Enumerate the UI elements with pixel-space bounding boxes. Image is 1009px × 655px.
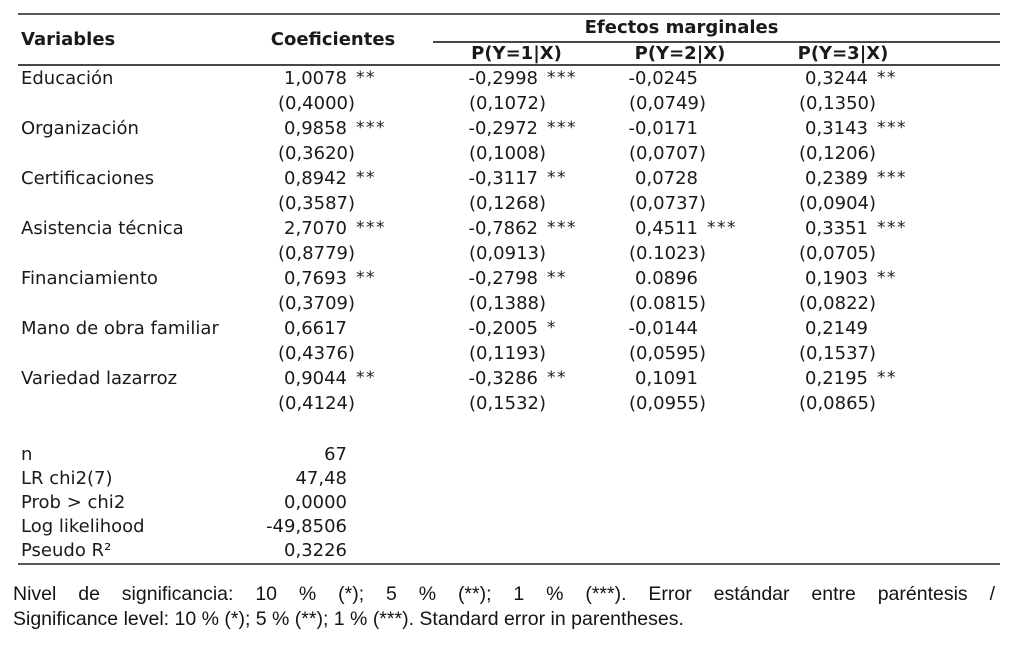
- p3-se: (0,1537): [798, 343, 877, 364]
- stat-row: [18, 467, 1000, 491]
- p1-sig: ***: [547, 218, 578, 238]
- stat-label: Log likelihood: [21, 516, 145, 537]
- spacer-row: [18, 416, 1000, 443]
- coef-value: 0,6617: [284, 318, 347, 339]
- table-row: [18, 366, 1000, 391]
- p3-sig: ***: [877, 218, 908, 238]
- p2-se: (0,0595): [628, 343, 707, 364]
- p2-value: -0,0245: [628, 68, 699, 89]
- table-row-se: [18, 91, 1000, 116]
- p2-sig: [698, 266, 760, 291]
- p2-value: 0.0896: [635, 268, 699, 289]
- coef-se: (0,8779): [277, 243, 355, 264]
- p3-se: (0,0904): [798, 193, 877, 214]
- coef-sig: **: [356, 168, 376, 188]
- coef-value: 0,8942: [284, 168, 347, 189]
- table-row: [18, 116, 1000, 141]
- coef-value: 2,7070: [284, 218, 347, 239]
- coef-se: (0,4124): [277, 393, 355, 414]
- p1-sig: **: [547, 268, 568, 288]
- table-row-se: [18, 341, 1000, 366]
- p2-sig: [698, 366, 760, 391]
- stat-label: Pseudo R²: [18, 539, 233, 564]
- p1-value: -0,2005: [468, 318, 539, 339]
- coef-se: (0,3620): [277, 143, 355, 164]
- p3-value: 0,1903: [805, 268, 869, 289]
- stat-row: [18, 539, 1000, 564]
- p2-se: (0,0955): [628, 393, 707, 414]
- variable-label: Organización: [21, 118, 139, 139]
- coef-value: 1,0078: [284, 68, 347, 89]
- p2-value: 0,4511: [635, 218, 699, 239]
- stat-label: Prob > chi2: [21, 492, 126, 513]
- column-header-p1: P(Y=1|X): [433, 42, 600, 65]
- coef-sig: **: [356, 368, 376, 388]
- coef-se: (0,3587): [277, 193, 355, 214]
- p2-sig: [698, 65, 760, 91]
- p1-sig: *: [547, 318, 558, 338]
- coef-value: 0,9858: [284, 118, 347, 139]
- p3-se: (0,0865): [798, 393, 877, 414]
- p1-se: (0,1072): [468, 93, 547, 114]
- p1-se: (0,1532): [468, 393, 547, 414]
- p2-se: (0,0707): [628, 143, 707, 164]
- coef-value: 0,7693: [284, 268, 347, 289]
- p1-sig: ***: [547, 68, 578, 88]
- p2-se: (0,0749): [628, 93, 707, 114]
- stat-value: 0,3226: [233, 539, 347, 564]
- table-row-se: [18, 391, 1000, 416]
- column-header-p3: P(Y=3|X): [760, 42, 926, 65]
- p2-value: 0,0728: [635, 168, 699, 189]
- regression-results-table: [18, 13, 1000, 565]
- p2-sig: [698, 116, 760, 141]
- column-header-p2: P(Y=2|X): [600, 42, 760, 65]
- p1-sig: **: [547, 168, 568, 188]
- table-row-se: [18, 241, 1000, 266]
- table-row-se: [18, 291, 1000, 316]
- coef-sig: ***: [356, 118, 386, 138]
- p3-se: (0,1206): [798, 143, 877, 164]
- stat-label: LR chi2(7): [21, 468, 113, 489]
- column-header-coeficientes: Coeficientes: [233, 14, 433, 65]
- stat-label: n: [21, 444, 33, 465]
- p3-sig: **: [877, 268, 898, 288]
- coef-value: 0,9044: [284, 368, 347, 389]
- p3-sig: **: [877, 68, 898, 88]
- p3-se: (0,0705): [798, 243, 877, 264]
- header-row-top: [18, 14, 1000, 42]
- p1-sig: ***: [547, 118, 578, 138]
- p1-se: (0,1388): [468, 293, 547, 314]
- variable-label: Certificaciones: [21, 168, 155, 189]
- p1-se: (0,0913): [468, 243, 547, 264]
- variable-label: Asistencia técnica: [21, 218, 184, 239]
- p2-value: -0,0144: [628, 318, 699, 339]
- p3-sig: [868, 316, 926, 341]
- p3-se: (0,1350): [798, 93, 877, 114]
- p3-value: 0,2389: [805, 168, 869, 189]
- table-header: [18, 14, 1000, 65]
- coef-se: (0,3709): [277, 293, 355, 314]
- p2-value: -0,0171: [628, 118, 699, 139]
- p1-value: -0,3117: [468, 168, 539, 189]
- column-header-filler: [926, 42, 1000, 65]
- p3-value: 0,2149: [805, 318, 869, 339]
- p1-value: -0,2998: [468, 68, 539, 89]
- p1-se: (0,1268): [468, 193, 547, 214]
- p3-value: 0,3244: [805, 68, 869, 89]
- p1-se: (0,1193): [468, 343, 547, 364]
- stat-value: -49,8506: [266, 516, 347, 537]
- coef-sig: [347, 316, 433, 341]
- table-footnote: [0, 565, 1009, 632]
- variable-label: Variedad lazarroz: [21, 368, 178, 389]
- p2-se: (0.1023): [628, 243, 707, 264]
- p3-se: (0,0822): [798, 293, 877, 314]
- table-row: [18, 216, 1000, 241]
- p2-value: 0,1091: [635, 368, 699, 389]
- coef-sig: ***: [356, 218, 386, 238]
- stat-row: [18, 515, 1000, 539]
- variable-label: Educación: [21, 68, 114, 89]
- p1-value: -0,2798: [468, 268, 539, 289]
- coef-sig: **: [356, 68, 376, 88]
- p2-sig: ***: [707, 218, 738, 238]
- table-row: [18, 316, 1000, 341]
- stat-value: 47,48: [295, 468, 347, 489]
- footnote-line-spanish: Nivel de significancia: 10 % (*); 5 % (**); 1 % (***). Error estándar entre paréntesis /: [13, 583, 995, 605]
- table-row-se: [18, 141, 1000, 166]
- p3-value: 0,3143: [805, 118, 869, 139]
- stat-row: [18, 443, 1000, 467]
- p3-value: 0,3351: [805, 218, 869, 239]
- p3-sig: ***: [877, 168, 908, 188]
- table-body: [18, 65, 1000, 564]
- table-row: [18, 65, 1000, 91]
- p1-value: -0,3286: [468, 368, 539, 389]
- stat-row: [18, 491, 1000, 515]
- stat-value: 0,0000: [284, 492, 347, 513]
- column-header-variables: Variables: [18, 14, 233, 65]
- table-row: [18, 166, 1000, 191]
- p3-sig: **: [877, 368, 898, 388]
- p2-se: (0.0815): [628, 293, 707, 314]
- p3-value: 0,2195: [805, 368, 869, 389]
- p1-value: -0,7862: [468, 218, 539, 239]
- p2-sig: [698, 316, 760, 341]
- table-row-se: [18, 191, 1000, 216]
- coef-se: (0,4376): [277, 343, 355, 364]
- coef-se: (0,4000): [277, 93, 355, 114]
- p1-se: (0,1008): [468, 143, 547, 164]
- p3-sig: ***: [877, 118, 908, 138]
- table-row: [18, 266, 1000, 291]
- p1-value: -0,2972: [468, 118, 539, 139]
- p2-sig: [698, 166, 760, 191]
- coef-sig: **: [356, 268, 376, 288]
- footnote-line-english: Significance level: 10 % (*); 5 % (**); 1 % (***). Standard error in parentheses.: [13, 608, 684, 630]
- variable-label: Mano de obra familiar: [21, 318, 219, 339]
- column-group-header-efectos-marginales: Efectos marginales: [433, 14, 1000, 42]
- stat-value: 67: [324, 444, 347, 465]
- p2-se: (0,0737): [628, 193, 707, 214]
- variable-label: Financiamiento: [21, 268, 158, 289]
- p1-sig: **: [547, 368, 568, 388]
